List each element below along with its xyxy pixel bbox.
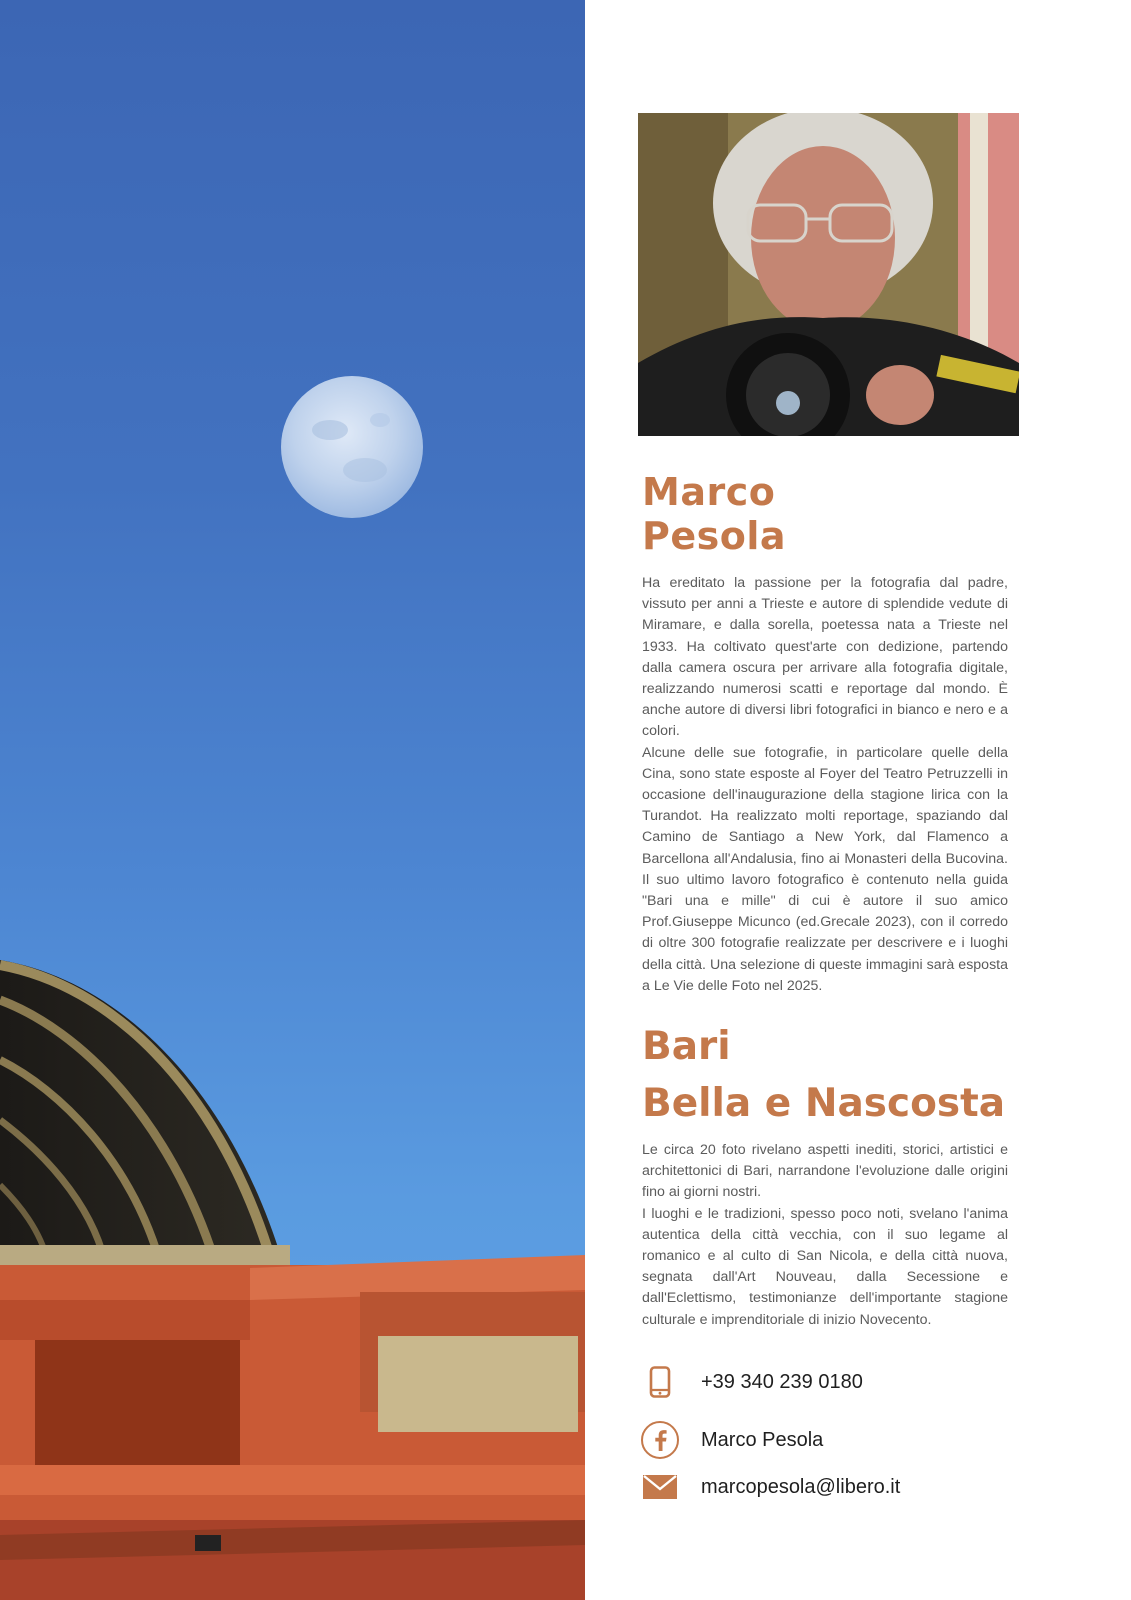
author-portrait xyxy=(638,113,1019,436)
phone-icon xyxy=(640,1362,680,1402)
project-title-line1: Bari xyxy=(642,1024,731,1069)
mail-icon xyxy=(640,1467,680,1507)
author-first-name: Marco xyxy=(642,470,776,514)
bio-paragraph: Alcune delle sue fotografie, in particolare quelle della Cina, sono state esposte al Foyer del Teatro Petruzzelli in occasione dell'inaugurazione della stagione lirica con la Turandot. Ha realizzato molti reportage, spaziando dal Camino de Santiago a New York, dal Flamenco a Barcellona all'Andalusia, fino ai Monasteri della Bucovina. Il suo ultimo lavoro fotografico è contenuto nella guida "Bari una e mille" di cui è autore il suo amico Prof.Giuseppe Micunco (ed.Grecale 2023), con il corredo di oltre 300 fotografie realizzate per descrivere e i luoghi della città. Una selezione di queste immagini sarà esposta a Le Vie delle Foto nel 2025. xyxy=(642,744,1008,994)
moon-shape xyxy=(281,376,423,518)
portrait-photo xyxy=(638,113,1019,436)
contact-email[interactable] xyxy=(640,1467,1040,1507)
author-name xyxy=(642,470,1022,558)
author-last-name: Pesola xyxy=(642,514,787,558)
email-address[interactable]: marcopesola@libero.it xyxy=(701,1475,901,1498)
project-description xyxy=(642,1140,1008,1331)
description-paragraph: Le circa 20 foto rivelano aspetti inediti, storici, artistici e architettonici di Bari, narrandone l'evoluzione dalle origini fino ai giorni nostri. xyxy=(642,1142,1008,1201)
project-title-line2: Bella e Nascosta xyxy=(642,1081,1006,1126)
contact-facebook[interactable] xyxy=(640,1420,1040,1460)
bio-paragraph: Ha ereditato la passione per la fotografia dal padre, vissuto per anni a Trieste e autore di splendide vedute di Miramare, e dalla sorella, poetessa nata a Trieste nel 1933. Ha coltivato quest'arte con dedizione, partendo dalla camera oscura per arrivare alla fotografia digitale, realizzando numerosi scatti e reportage dal mondo. È anche autore di diversi libri fotografici in bianco e nero e a colori. xyxy=(642,575,1008,740)
description-paragraph: I luoghi e le tradizioni, spesso poco noti, svelano l'anima autentica della città vecchia, con il suo legame al romanico e al culto di San Nicola, e della città nuova, segnata dall'Art Nouveau, dalla Secessione e dall'Eclettismo, testimonianze dell'importante stagione culturale e imprenditoriale di inizio Novecento. xyxy=(642,1205,1008,1328)
contact-phone[interactable] xyxy=(640,1362,1040,1402)
phone-number[interactable]: +39 340 239 0180 xyxy=(701,1370,863,1393)
author-bio xyxy=(642,573,1008,997)
facebook-name[interactable]: Marco Pesola xyxy=(701,1428,824,1451)
facebook-icon xyxy=(640,1420,680,1460)
project-title xyxy=(642,1018,1042,1132)
